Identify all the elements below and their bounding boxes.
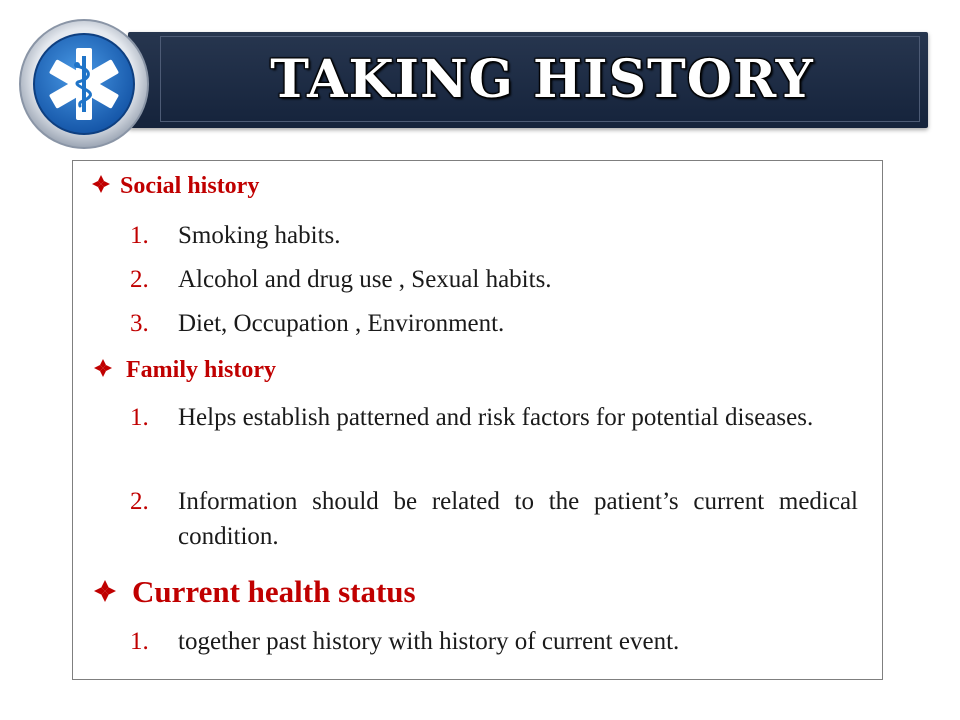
item-text: Alcohol and drug use , Sexual habits. — [178, 266, 552, 293]
item-number: 3. — [130, 310, 149, 337]
star-of-life-icon — [16, 16, 152, 152]
list-item — [130, 484, 858, 556]
item-number: 2. — [130, 488, 149, 515]
item-text: Smoking habits. — [178, 222, 341, 249]
section-heading-family-history — [94, 354, 276, 386]
section-heading-text: Family history — [126, 356, 276, 383]
diamond-bullet-icon — [94, 357, 112, 384]
item-number: 1. — [130, 222, 149, 249]
section-heading-social-history — [92, 170, 259, 202]
section-heading-current-health-status — [94, 572, 416, 612]
item-text: Diet, Occupation , Environment. — [178, 310, 505, 337]
item-number: 1. — [130, 404, 149, 431]
item-number: 2. — [130, 266, 149, 293]
slide-title: TAKING HISTORY — [270, 48, 814, 110]
diamond-bullet-icon — [94, 574, 116, 610]
diamond-bullet-icon — [92, 173, 110, 200]
list-item — [130, 400, 850, 472]
item-text: Information should be related to the patient’s current medical condition. — [178, 488, 858, 550]
item-text: together past history with history of current event. — [178, 628, 680, 655]
item-number: 1. — [130, 628, 149, 655]
section-heading-text: Current health status — [132, 574, 416, 609]
section-heading-text: Social history — [120, 172, 260, 199]
item-text: Helps establish patterned and risk factors for potential diseases. — [178, 404, 814, 431]
